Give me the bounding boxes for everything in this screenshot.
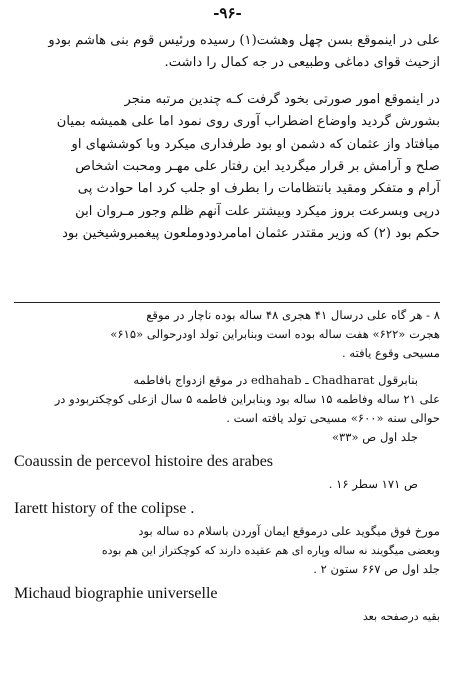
footnote-2-line-2: علی ۲۱ ساله وفاطمه ۱۵ ساله بود وبنابراین فاطمه ۵ سال ازعلی کوچکتربودو در bbox=[54, 392, 440, 406]
footnote-divider bbox=[14, 302, 440, 303]
footnote-2-line-3: حوالی سنه «۶۰۰» مسیحی تولد یافته است . bbox=[226, 411, 440, 425]
paragraph-2-line-1: در اینموقع امور صورتی بخود گرفت کـه چندین مرتبه منجر bbox=[124, 91, 440, 107]
paragraph-2-line-4: صلح و آرامش بر قرار میگردید این رفتار علی مهـر ومحبت اشخاص bbox=[75, 159, 440, 175]
source-title-1: Coaussin de percevol histoire des arabes bbox=[14, 453, 274, 470]
footnote-3-line-2: وبعضی میگویند نه ساله وپاره ای هم عقیده دارند که کوچکتراز این هم بوده bbox=[101, 544, 440, 557]
footnote-1-line-1: ۸ - هر گاه علی درسال ۴۱ هجری ۴۸ ساله بوده ناچار در موقع bbox=[146, 308, 440, 322]
reference-line-1: جلد اول ص «۳۳» bbox=[331, 430, 418, 444]
footnote-1-line-3: مسیحی وقوع یافته . bbox=[341, 346, 440, 360]
footnote-3-line-3: جلد اول ص ۶۶۷ ستون ۲ . bbox=[313, 562, 440, 576]
footnote-2-line-1: بنابرقول Chadharat ـ edhahab در موقع ازدواج بافاطمه bbox=[133, 373, 418, 387]
footnotes bbox=[14, 306, 440, 626]
paragraph-2-line-7: حکم بود (۲) که وزیر مقتدر عثمان امامردودوملعون پیغمبروشیخین بود bbox=[62, 226, 440, 242]
paragraph-1-line-2: ازحیث قوای دماغی وطبیعی در جه کمال را داشت. bbox=[164, 55, 440, 71]
paragraph-2-line-6: درپی وبسرعت بروز میکرد وبیشتر علت آنهم ظلم وجور مـروان ابن bbox=[75, 203, 440, 219]
source-title-2: Iarett history of the colipse . bbox=[14, 500, 195, 517]
paragraph-2-line-2: بشورش گردید واوضاع اضطراب آوری روی نمود اما علی همیشه بمیان bbox=[56, 114, 440, 130]
source-title-3: Michaud biographie universelle bbox=[14, 585, 218, 602]
continued-note: بقیه درصفحه بعد bbox=[362, 610, 440, 623]
footnote-3-line-1: مورخ فوق میگوید علی درموقع ایمان آوردن باسلام ده ساله بود bbox=[138, 524, 440, 538]
main-text bbox=[14, 30, 440, 246]
reference-line-2: ص ۱۷۱ سطر ۱۶ . bbox=[328, 477, 418, 491]
paragraph-2-line-3: میافتاد واز عثمان که دشمن او بود طرفداری میکرد وبا کوششهای او bbox=[71, 136, 440, 152]
paragraph-2-line-5: آرام و متفکر ومقید بانتظامات را بطرف او جلب کرد اما حوادث پی bbox=[77, 181, 440, 197]
paragraph-1-line-1: علی در اینموقع بسن چهل وهشت(۱) رسیده ورئیس قوم بنی هاشم بودو bbox=[48, 33, 440, 48]
footnote-1-line-2: هجرت «۶۲۲» هفت ساله بوده است وبنابراین تولد اودرحوالی «۶۱۵» bbox=[110, 327, 440, 341]
page-number: -۹۶- bbox=[213, 4, 242, 22]
